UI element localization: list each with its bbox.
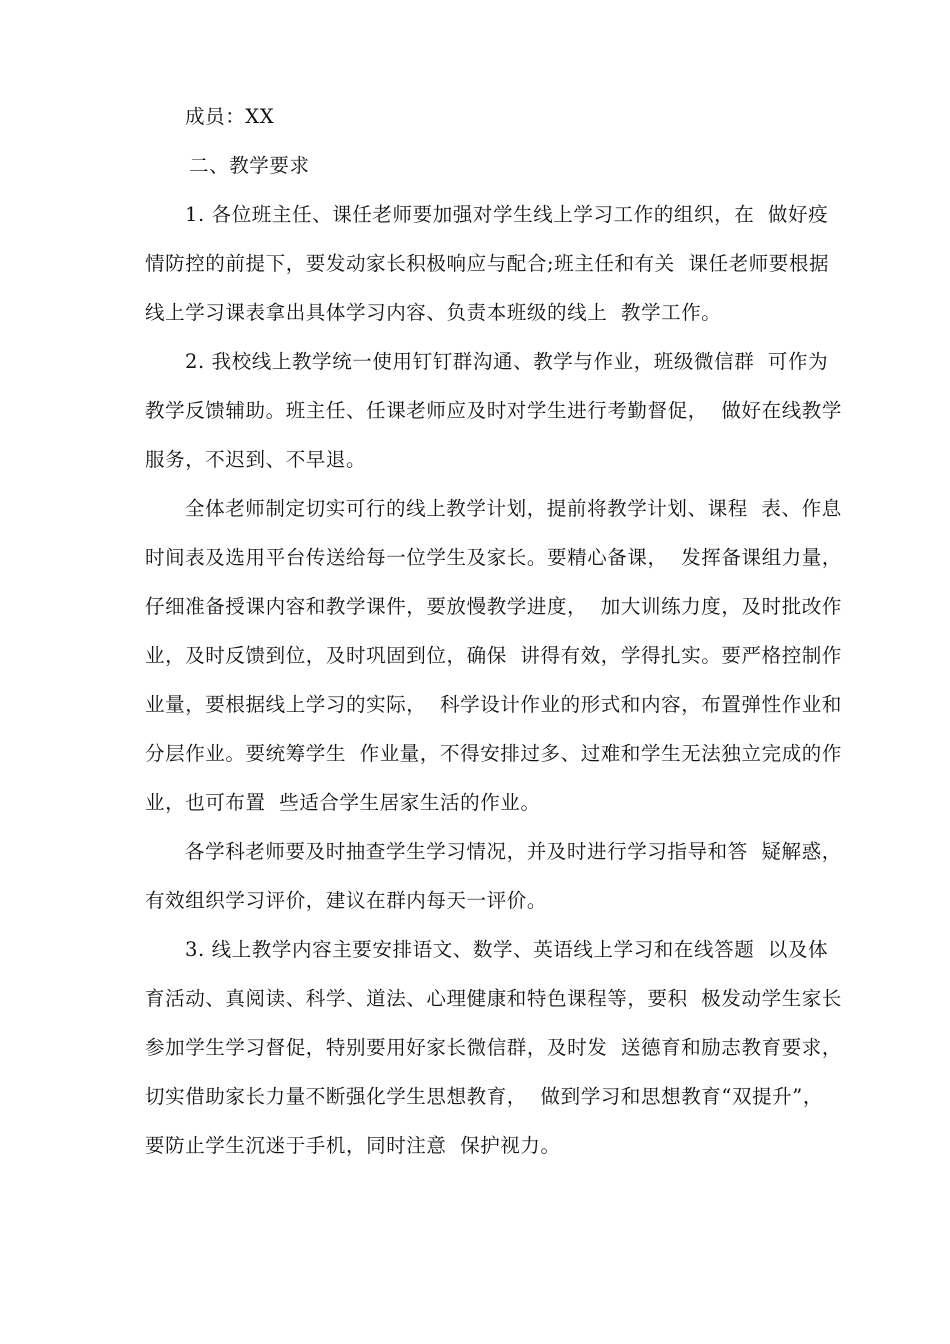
paragraph-line: 情防控的前提下，要发动家长积极响应与配合;班主任和有关 课任老师要根据	[145, 252, 830, 275]
paragraph	[145, 349, 850, 472]
paragraph-line: 业，及时反馈到位，及时巩固到位，确保 讲得有效，学得扎实。要严格控制作	[145, 644, 842, 667]
paragraph-line: 1. 各位班主任、课任老师要加强对学生线上学习工作的组织，在 做好疫	[185, 203, 829, 226]
paragraph-line: 2. 我校线上教学统一使用钉钉群沟通、教学与作业，班级微信群 可作为	[185, 350, 829, 373]
paragraph-line: 参加学生学习督促，特别要用好家长微信群，及时发 送德育和励志教育要求，	[145, 1036, 842, 1059]
document-body	[145, 104, 850, 1158]
paragraph-line: 要防止学生沉迷于手机，同时注意 保护视力。	[145, 1134, 561, 1157]
section-heading: 二、教学要求	[189, 154, 310, 177]
paragraph-line: 业量，要根据线上学习的实际， 科学设计作业的形式和内容，布置弹性作业和	[145, 693, 842, 716]
paragraph-line: 仔细准备授课内容和教学课件，要放慢教学进度， 加大训练力度，及时批改作	[145, 595, 842, 618]
members-line: 成员：XX	[185, 105, 275, 128]
paragraph-line: 切实借助家长力量不断强化学生思想教育， 做到学习和思想教育“双提升”，	[145, 1085, 823, 1108]
paragraph-line: 育活动、真阅读、科学、道法、心理健康和特色课程等，要积 极发动学生家长	[145, 987, 842, 1010]
paragraph-line: 线上学习课表拿出具体学习内容、负责本班级的线上 教学工作。	[145, 301, 722, 324]
paragraph-line: 全体老师制定切实可行的线上教学计划，提前将教学计划、课程 表、作息	[185, 497, 842, 520]
paragraph	[145, 839, 850, 913]
paragraph-line: 分层作业。要统筹学生 作业量，不得安排过多、过难和学生无法独立完成的作	[145, 742, 842, 765]
paragraph-line: 各学科老师要及时抽查学生学习情况，并及时进行学习指导和答 疑解惑，	[185, 840, 842, 863]
paragraph-line: 服务，不迟到、不早退。	[145, 448, 367, 471]
paragraph	[145, 937, 850, 1158]
paragraph-line: 3. 线上教学内容主要安排语文、数学、英语线上学习和在线答题 以及体	[185, 938, 829, 961]
paragraph	[145, 202, 850, 325]
paragraph-line: 教学反馈辅助。班主任、任课老师应及时对学生进行考勤督促， 做好在线教学	[145, 399, 842, 422]
paragraph-line: 时间表及选用平台传送给每一位学生及家长。要精心备课， 发挥备课组力量，	[145, 546, 842, 569]
paragraph-line: 有效组织学习评价，建议在群内每天一评价。	[145, 889, 548, 912]
paragraph	[145, 496, 850, 815]
paragraph-line: 业，也可布置 些适合学生居家生活的作业。	[145, 791, 541, 814]
